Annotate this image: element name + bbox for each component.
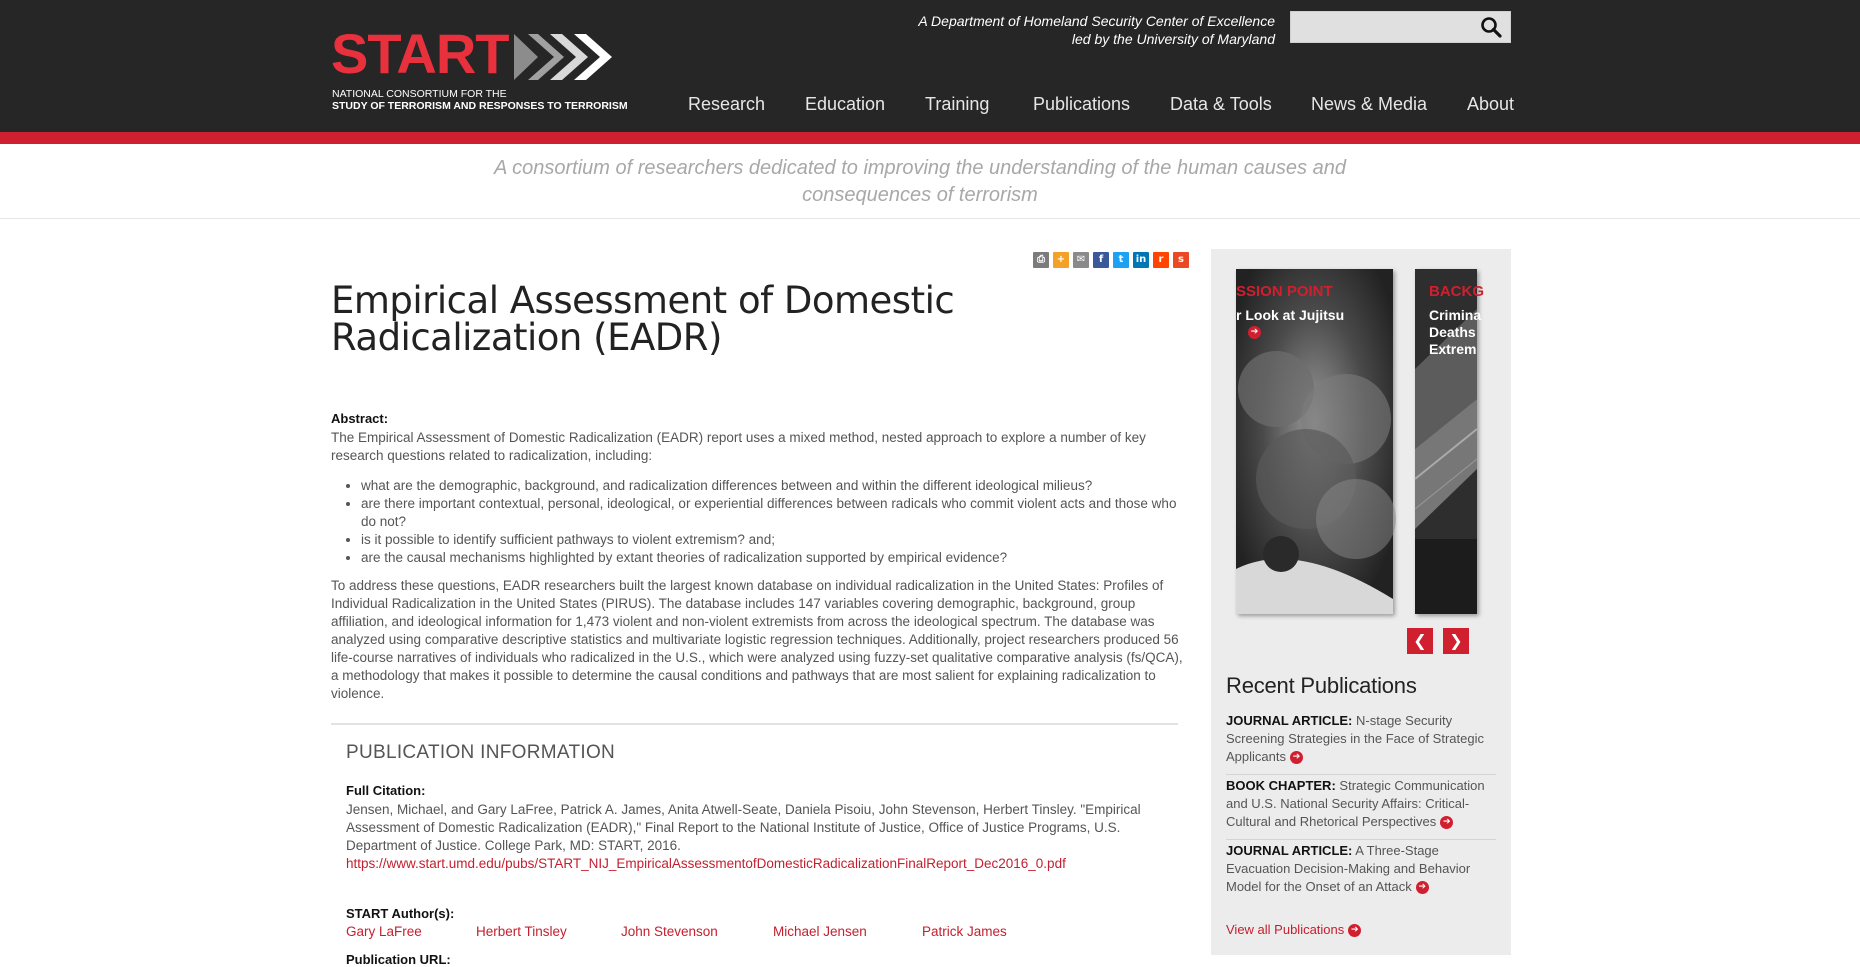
slide-kicker: SSION POINT — [1236, 283, 1333, 300]
slide-title-line-1: Crimina — [1429, 307, 1482, 323]
publication-title[interactable]: A Three-Stage Evacuation Decision-Making and Behavior Model for the Onset of an Attack — [1226, 843, 1471, 894]
author-link[interactable]: Michael Jensen — [773, 924, 867, 939]
nav-about[interactable]: About — [1467, 94, 1515, 114]
page-title: Empirical Assessment of Domestic Radicalization (EADR) — [331, 279, 955, 359]
author-link[interactable]: John Stevenson — [621, 924, 718, 939]
carousel-slide[interactable] — [1236, 269, 1393, 614]
arrow-circle-icon[interactable]: ➔ — [1440, 816, 1453, 829]
citation-body: Jensen, Michael, and Gary LaFree, Patrick A. James, Anita Atwell-Seate, Daniela Pisoiu, John Stevenson, Herbert Tinsley. "Empirical Assessment of Domestic Radicalization (EADR)," Final Report to the National Institute of Justice, Office of Justice Programs, U.S. Department of Justice. College Park, MD: START, 2016. — [346, 802, 1141, 853]
search-input[interactable] — [1297, 16, 1471, 40]
publication-type: JOURNAL ARTICLE: — [1226, 713, 1353, 728]
plus-icon[interactable]: + — [1053, 252, 1069, 268]
list-item: • are there important contextual, personal, ideological, or experiential differences between radicals who commit violent acts and those who do not? — [361, 495, 1191, 531]
arrow-circle-icon[interactable]: ➔ — [1348, 924, 1361, 937]
share-toolbar — [1033, 249, 1193, 265]
search-box — [1290, 11, 1511, 43]
dhs-line-1: A Department of Homeland Security Center of Excellence — [918, 13, 1275, 29]
research-questions-list — [331, 477, 1191, 567]
abstract-intro: The Empirical Assessment of Domestic Radicalization (EADR) report uses a mixed method, nested approach to explore a number of key research questions related to radicalization, including: — [331, 430, 1146, 463]
list-item: • what are the demographic, background, and radicalization differences between and within the different ideological milieus? — [361, 477, 1191, 495]
publication-url-label: Publication URL: — [346, 952, 451, 967]
nav-news-media[interactable]: News & Media — [1311, 94, 1428, 114]
publication-title[interactable]: N-stage Security Screening Strategies in the Face of Strategic Applicants — [1226, 713, 1484, 764]
logo-subtitle — [332, 88, 628, 112]
recent-publications-heading: Recent Publications — [1226, 673, 1417, 698]
dhs-tagline — [918, 12, 1275, 48]
author-link[interactable]: Patrick James — [922, 924, 1007, 939]
reddit-icon[interactable]: r — [1153, 252, 1169, 268]
logo-subtitle-line-1: NATIONAL CONSORTIUM FOR THE — [332, 88, 507, 100]
item-divider — [1226, 774, 1496, 775]
print-icon[interactable]: ⎙ — [1033, 252, 1049, 268]
nav-education[interactable]: Education — [805, 94, 886, 114]
arrow-circle-icon[interactable]: ➔ — [1416, 881, 1429, 894]
arrow-circle-icon[interactable]: ➔ — [1248, 326, 1261, 339]
recent-publication-item[interactable] — [1226, 842, 1496, 896]
list-item: • is it possible to identify sufficient pathways to violent extremism? and; — [361, 531, 1191, 549]
site-header — [0, 0, 1860, 132]
email-icon[interactable]: ✉ — [1073, 252, 1089, 268]
view-all-label[interactable]: View all Publications — [1226, 922, 1345, 937]
nav-research[interactable]: Research — [688, 94, 766, 114]
slide-title-line-2: Deaths — [1429, 324, 1476, 340]
author-link[interactable]: Gary LaFree — [346, 924, 422, 939]
section-divider — [331, 723, 1178, 725]
stumbleupon-icon[interactable]: s — [1173, 252, 1189, 268]
slide-title-line-3: Extrem — [1429, 341, 1477, 357]
abstract-body: To address these questions, EADR researchers built the largest known database on individual radicalization in the United States: Profiles of Individual Radicalization in the United States (PIRUS). The database includes 147 variables covering demographic, background, group affiliation, and ideological information for 1,473 violent and non-violent extremists from across the ideological spectrum. The database was analyzed using comparative descriptive statistics and multivariate logistic regression techniques. Additionally, project researchers produced 56 life-course narratives of individuals who radicalized in the U.S., which were analyzed using fuzzy-set qualitative comparative analysis (fs/QCA), a methodology that makes it possible to determine the causal conditions and pathways that are most salient for explaining radicalization to violence. — [331, 578, 1183, 701]
carousel-slide[interactable] — [1415, 269, 1484, 614]
citation-text — [346, 801, 1146, 873]
logo-wordmark: START — [331, 22, 509, 85]
citation-label: Full Citation: — [346, 783, 426, 798]
carousel-prev-button[interactable]: ❮ — [1407, 628, 1433, 654]
publication-info-heading: PUBLICATION INFORMATION — [346, 742, 616, 763]
twitter-icon[interactable]: t — [1113, 252, 1129, 268]
citation-link[interactable]: https://www.start.umd.edu/pubs/START_NIJ_EmpiricalAssessmentofDomesticRadicalizationFinalReport_Dec2016_0.pdf — [346, 856, 1066, 871]
slide-kicker: BACKG — [1429, 283, 1484, 300]
red-divider-bar — [0, 132, 1860, 144]
abstract-label: Abstract: — [331, 411, 389, 426]
publication-type: BOOK CHAPTER: — [1226, 778, 1336, 793]
search-icon[interactable] — [1480, 16, 1504, 38]
arrow-circle-icon[interactable]: ➔ — [1290, 751, 1303, 764]
nav-publications[interactable]: Publications — [1033, 94, 1131, 114]
slide-title: r Look at Jujitsu — [1236, 307, 1345, 323]
linkedin-icon[interactable]: in — [1133, 252, 1149, 268]
recent-publication-item[interactable] — [1226, 777, 1496, 831]
dhs-line-2: led by the University of Maryland — [1071, 31, 1275, 47]
facebook-icon[interactable]: f — [1093, 252, 1109, 268]
tagline-divider — [0, 218, 1860, 219]
carousel-next-button[interactable]: ❯ — [1443, 628, 1469, 654]
recent-publication-item[interactable] — [1226, 712, 1496, 766]
nav-data-tools[interactable]: Data & Tools — [1170, 94, 1272, 114]
site-tagline: A consortium of researchers dedicated to improving the understanding of the human causes and consequences of terrorism — [494, 157, 1346, 206]
item-divider — [1226, 839, 1496, 840]
publication-title[interactable]: Strategic Communication and U.S. National Security Affairs: Critical-Cultural and Rhetorical Perspectives — [1226, 778, 1485, 829]
logo-arrows-icon — [514, 34, 614, 80]
nav-training[interactable]: Training — [925, 94, 990, 114]
sidebar — [1211, 249, 1511, 955]
author-link[interactable]: Herbert Tinsley — [476, 924, 567, 939]
start-logo[interactable] — [331, 22, 628, 114]
view-all-publications-link[interactable] — [1226, 922, 1361, 937]
logo-subtitle-line-2: STUDY OF TERRORISM AND RESPONSES TO TERRORISM — [332, 100, 628, 112]
list-item: • are the causal mechanisms highlighted by extant theories of radicalization supported by empirical evidence? — [361, 549, 1191, 567]
publication-type: JOURNAL ARTICLE: — [1226, 843, 1353, 858]
authors-label: START Author(s): — [346, 906, 455, 921]
